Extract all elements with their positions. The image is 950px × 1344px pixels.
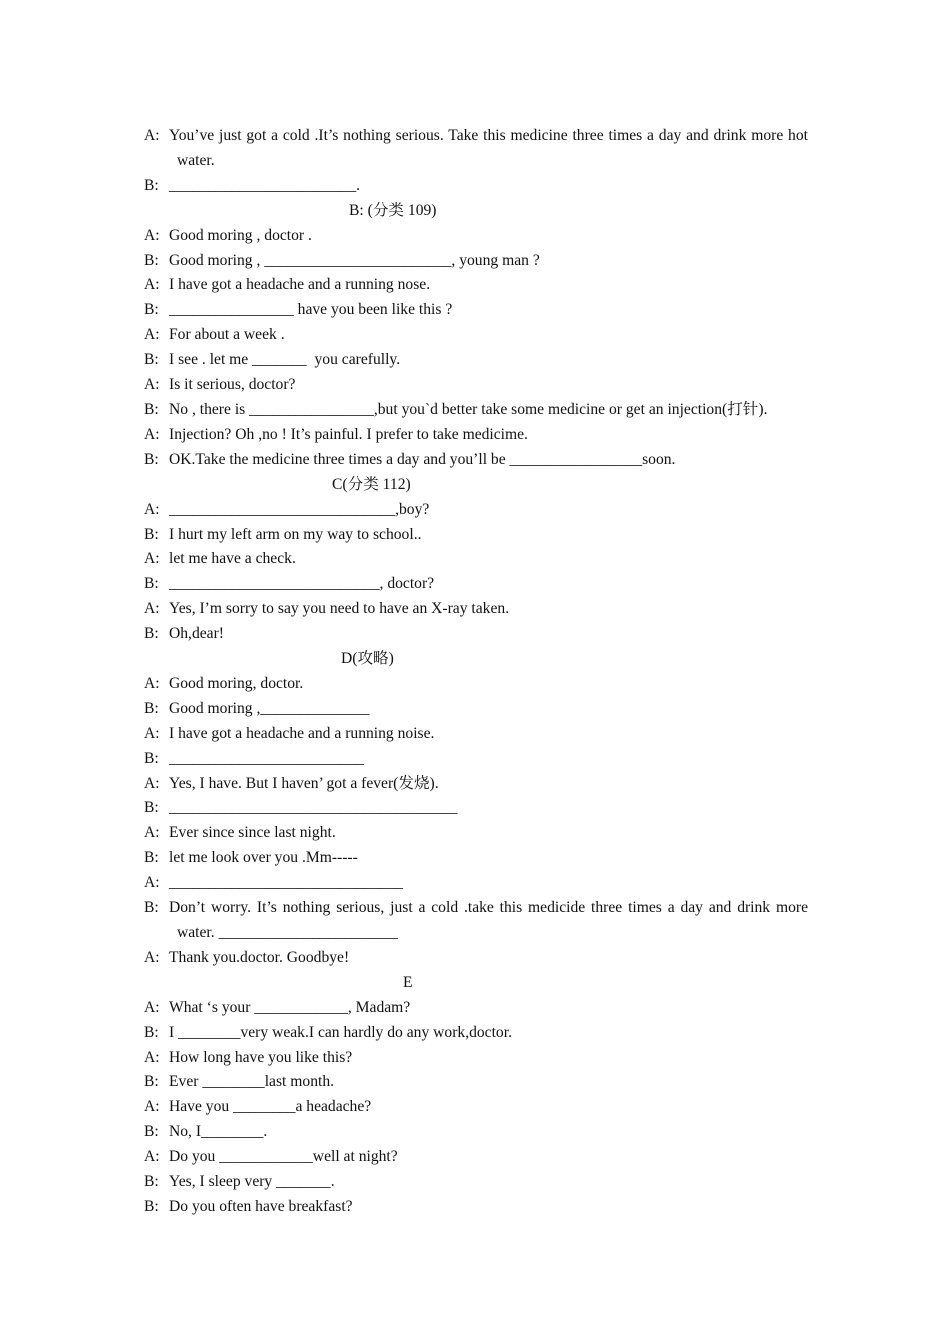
speaker-label: B: bbox=[144, 450, 159, 468]
speaker-label: B: bbox=[144, 400, 159, 418]
dialogue-text: Have you ________a headache? bbox=[169, 1098, 372, 1116]
speaker-label: A: bbox=[144, 276, 160, 294]
dialogue-line bbox=[144, 846, 808, 871]
speaker-label: A: bbox=[144, 998, 160, 1016]
dialogue-text: I have got a headache and a running nose. bbox=[169, 276, 431, 294]
speaker-label: B: bbox=[144, 251, 159, 269]
speaker-label: B: bbox=[144, 1123, 159, 1141]
dialogue-text: ________________ have you been like this ? bbox=[169, 301, 453, 319]
dialogue-line bbox=[144, 597, 808, 622]
dialogue-text: Yes, I’m sorry to say you need to have an X-ray taken. bbox=[169, 600, 510, 618]
speaker-label: B: bbox=[144, 1197, 159, 1215]
dialogue-text: let me have a check. bbox=[169, 550, 296, 568]
speaker-label: A: bbox=[144, 1098, 160, 1116]
dialogue-text: Ever since since last night. bbox=[169, 824, 336, 842]
speaker-label: A: bbox=[144, 550, 160, 568]
dialogue-line bbox=[144, 547, 808, 572]
dialogue-line bbox=[144, 672, 808, 697]
dialogue-text: _____________________________________ bbox=[169, 799, 458, 817]
dialogue-text: No, I________. bbox=[169, 1123, 268, 1141]
dialogue-text: _____________________________,boy? bbox=[169, 500, 430, 518]
speaker-label: B: bbox=[144, 525, 159, 543]
dialogue-text: Injection? Oh ,no ! It’s painful. I prefer to take medicime. bbox=[169, 425, 528, 443]
speaker-label: B: bbox=[144, 899, 159, 917]
speaker-label: A: bbox=[144, 948, 160, 966]
dialogue-line bbox=[144, 348, 808, 373]
speaker-label: B: bbox=[144, 351, 159, 369]
dialogue-line bbox=[144, 821, 808, 846]
dialogue-line bbox=[144, 1095, 808, 1120]
dialogue-line bbox=[144, 871, 808, 896]
dialogue-line bbox=[144, 572, 808, 597]
section-heading: D(攻略) bbox=[341, 650, 394, 668]
dialogue-text: Good moring, doctor. bbox=[169, 674, 304, 692]
dialogue-text: How long have you like this? bbox=[169, 1048, 353, 1066]
dialogue-text: _________________________ bbox=[169, 749, 364, 767]
dialogue-line bbox=[144, 174, 808, 199]
dialogue-text: I ________very weak.I can hardly do any work,doctor. bbox=[169, 1023, 512, 1041]
speaker-label: B: bbox=[144, 1073, 159, 1091]
dialogue-text: Don’t worry. It’s nothing serious, just a cold .take this medicide three times a day and drink more water. _______________________ bbox=[169, 899, 812, 941]
dialogue-line bbox=[144, 896, 812, 946]
dialogue-line bbox=[144, 1195, 808, 1220]
document-page bbox=[144, 124, 812, 1220]
speaker-label: B: bbox=[144, 1023, 159, 1041]
speaker-label: B: bbox=[144, 799, 159, 817]
dialogue-line bbox=[144, 722, 808, 747]
dialogue-text: What ‘s your ____________, Madam? bbox=[169, 998, 411, 1016]
dialogue-text: Do you ____________well at night? bbox=[169, 1148, 398, 1166]
dialogue-line bbox=[144, 249, 808, 274]
dialogue-text: Good moring , doctor . bbox=[169, 226, 312, 244]
section-heading: E bbox=[403, 973, 413, 991]
dialogue-text: I hurt my left arm on my way to school.. bbox=[169, 525, 422, 543]
dialogue-line bbox=[144, 697, 808, 722]
dialogue-text: I see . let me _______ you carefully. bbox=[169, 351, 401, 369]
dialogue-line bbox=[144, 323, 808, 348]
dialogue-text: For about a week . bbox=[169, 326, 285, 344]
dialogue-text: let me look over you .Mm----- bbox=[169, 849, 358, 867]
dialogue-line bbox=[144, 1120, 808, 1145]
dialogue-line bbox=[144, 124, 812, 174]
dialogue-text: ______________________________ bbox=[169, 874, 403, 892]
speaker-label: B: bbox=[144, 625, 159, 643]
dialogue-line bbox=[144, 1046, 808, 1071]
dialogue-text: ___________________________, doctor? bbox=[169, 575, 435, 593]
dialogue-line bbox=[144, 796, 808, 821]
dialogue-line bbox=[144, 298, 808, 323]
dialogue-text: ________________________. bbox=[169, 176, 361, 194]
speaker-label: A: bbox=[144, 425, 160, 443]
speaker-label: A: bbox=[144, 326, 160, 344]
dialogue-text: Is it serious, doctor? bbox=[169, 376, 296, 394]
dialogue-text: You’ve just got a cold .It’s nothing serious. Take this medicine three times a day and drink more hot water. bbox=[169, 127, 812, 169]
dialogue-line bbox=[144, 1021, 808, 1046]
speaker-label: A: bbox=[144, 127, 160, 144]
speaker-label: B: bbox=[144, 699, 159, 717]
dialogue-text: I have got a headache and a running noise. bbox=[169, 724, 435, 742]
speaker-label: B: bbox=[144, 1173, 159, 1191]
dialogue-text: Oh,dear! bbox=[169, 625, 224, 643]
speaker-label: A: bbox=[144, 724, 160, 742]
dialogue-text: Ever ________last month. bbox=[169, 1073, 335, 1091]
dialogue-text: OK.Take the medicine three times a day and you’ll be _________________soon. bbox=[169, 450, 676, 468]
dialogue-line bbox=[144, 747, 808, 772]
dialogue-line bbox=[144, 772, 808, 797]
dialogue-text: No , there is ________________,but you`d better take some medicine or get an injection(打针). bbox=[169, 400, 768, 418]
speaker-label: A: bbox=[144, 1048, 160, 1066]
dialogue-text: Do you often have breakfast? bbox=[169, 1197, 353, 1215]
dialogue-line bbox=[144, 1070, 808, 1095]
dialogue-line bbox=[144, 1145, 808, 1170]
dialogue-line bbox=[144, 498, 808, 523]
speaker-label: A: bbox=[144, 600, 160, 618]
speaker-label: A: bbox=[144, 674, 160, 692]
dialogue-line bbox=[144, 996, 808, 1021]
dialogue-line bbox=[144, 423, 808, 448]
speaker-label: A: bbox=[144, 500, 160, 518]
speaker-label: B: bbox=[144, 575, 159, 593]
speaker-label: B: bbox=[144, 176, 159, 194]
dialogue-text: Good moring , ________________________, young man ? bbox=[169, 251, 540, 269]
section-heading: B: (分类 109) bbox=[349, 201, 437, 219]
dialogue-text: Good moring ,______________ bbox=[169, 699, 370, 717]
dialogue-line bbox=[144, 373, 808, 398]
speaker-label: A: bbox=[144, 774, 160, 792]
dialogue-line bbox=[144, 224, 808, 249]
dialogue-line bbox=[144, 448, 808, 473]
dialogue-line bbox=[144, 398, 808, 423]
dialogue-text: Thank you.doctor. Goodbye! bbox=[169, 948, 350, 966]
speaker-label: A: bbox=[144, 824, 160, 842]
speaker-label: B: bbox=[144, 749, 159, 767]
dialogue-line bbox=[144, 1170, 808, 1195]
speaker-label: A: bbox=[144, 376, 160, 394]
dialogue-line bbox=[144, 946, 808, 971]
dialogue-line bbox=[144, 273, 808, 298]
speaker-label: B: bbox=[144, 301, 159, 319]
dialogue-line bbox=[144, 622, 808, 647]
speaker-label: A: bbox=[144, 1148, 160, 1166]
speaker-label: B: bbox=[144, 849, 159, 867]
dialogue-line bbox=[144, 523, 808, 548]
dialogue-text: Yes, I sleep very _______. bbox=[169, 1173, 335, 1191]
speaker-label: A: bbox=[144, 226, 160, 244]
section-heading: C(分类 112) bbox=[332, 475, 411, 493]
dialogue-text: Yes, I have. But I haven’ got a fever(发烧). bbox=[169, 774, 439, 792]
speaker-label: A: bbox=[144, 874, 160, 892]
